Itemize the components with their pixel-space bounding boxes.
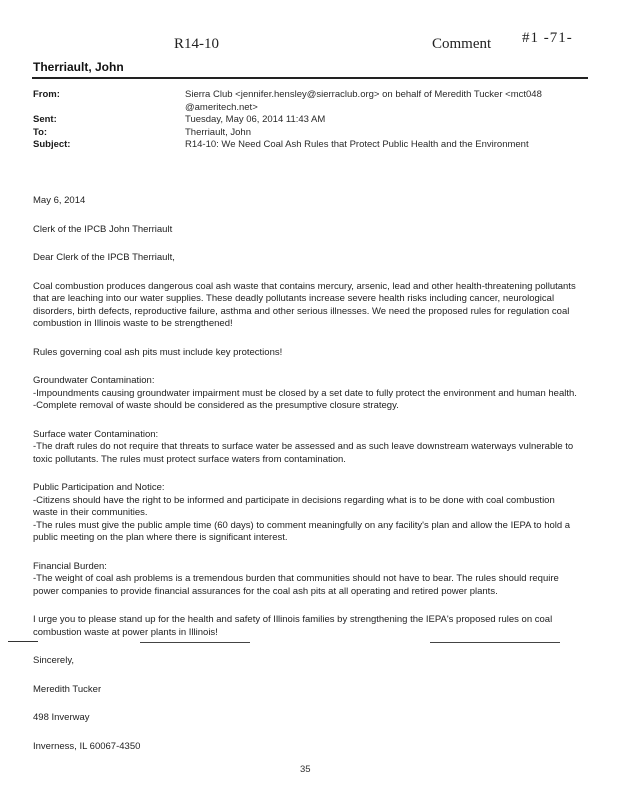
groundwater-point-1: -Impoundments causing groundwater impairment must be closed by a set date to fully protect the environment and human health. <box>33 387 577 399</box>
from-row <box>33 89 593 114</box>
handwritten-underline-1 <box>140 642 250 643</box>
to-value: Therriault, John <box>185 126 252 138</box>
letter-protections: Rules governing coal ash pits must include key protections! <box>33 346 283 358</box>
email-meta <box>33 89 593 152</box>
surface-water-point-1: -The draft rules do not require that threats to surface water be assessed and as such leave downstream waterways vulnerable to toxic pollutants. The rules must protect surface waters from contamination. <box>33 441 574 465</box>
sent-row <box>33 114 593 127</box>
letter-body <box>33 195 581 769</box>
signature-street: 498 Inverway <box>33 712 90 723</box>
subject-row <box>33 139 593 152</box>
from-value <box>185 89 593 114</box>
to-label: To: <box>33 126 48 138</box>
signature-city: Inverness, IL 60067-4350 <box>33 740 141 752</box>
document-code: R14-10 <box>174 36 219 52</box>
margin-mark <box>8 641 38 642</box>
letter-date: May 6, 2014 <box>33 195 86 206</box>
financial-burden-heading: Financial Burden: <box>33 560 107 572</box>
recipient-name: Therriault, John <box>33 60 124 74</box>
surface-water-heading: Surface water Contamination: <box>33 428 159 440</box>
handwritten-underline-2 <box>430 642 560 643</box>
groundwater-point-2: -Complete removal of waste should be considered as the presumptive closure strategy. <box>33 400 399 411</box>
signature-name: Meredith Tucker <box>33 683 102 695</box>
header-divider <box>32 77 588 79</box>
from-label: From: <box>33 89 60 100</box>
to-row <box>33 127 593 140</box>
letter-intro: Coal combustion produces dangerous coal ash waste that contains mercury, arsenic, lead and other health-threatening pollutants that are leaching into our water supplies. These deadly pollutants increase severe health risks including cancer, neurological disorders, birth defects, reproductive failure, asthma and other serious illnesses. We need the proposed rules for regulation coal combustion in Illinois waste to be strengthened! <box>33 280 576 329</box>
public-participation-heading: Public Participation and Notice: <box>33 482 165 493</box>
signoff: Sincerely, <box>33 655 75 666</box>
closing-urge: I urge you to please stand up for the health and safety of Illinois families by strengthening the IEPA's proposed rules on coal combustion waste at power plants in Illinois! <box>33 614 553 638</box>
sent-label: Sent: <box>33 114 57 125</box>
from-line1: Sierra Club <jennifer.hensley@sierraclub.org> on behalf of Meredith Tucker <mct048 <box>185 89 542 100</box>
subject-label: Subject: <box>33 139 71 150</box>
financial-burden-point-1: -The weight of coal ash problems is a tremendous burden that communities should not have to bear. The rules should require power companies to provide financial assurances for the coal ash pits at all operating and retired power plants. <box>33 573 559 597</box>
public-participation-point-1: -Citizens should have the right to be informed and participate in decisions regarding what is to be done with coal combustion waste in their communities. <box>33 494 555 518</box>
page-number: 35 <box>300 764 311 775</box>
comment-label: Comment <box>432 36 492 52</box>
comment-number: #1 -71- <box>522 30 573 46</box>
from-line2: @ameritech.net> <box>185 101 258 113</box>
sent-value: Tuesday, May 06, 2014 11:43 AM <box>185 114 326 125</box>
subject-value: R14-10: We Need Coal Ash Rules that Protect Public Health and the Environment <box>185 139 529 150</box>
letter-addressee: Clerk of the IPCB John Therriault <box>33 223 173 235</box>
groundwater-heading: Groundwater Contamination: <box>33 375 155 386</box>
public-participation-point-2: -The rules must give the public ample time (60 days) to comment meaningfully on any facility's plan and allow the IEPA to hold a public meeting on the plan where there is significant interest. <box>33 519 571 543</box>
letter-salutation: Dear Clerk of the IPCB Therriault, <box>33 252 175 263</box>
